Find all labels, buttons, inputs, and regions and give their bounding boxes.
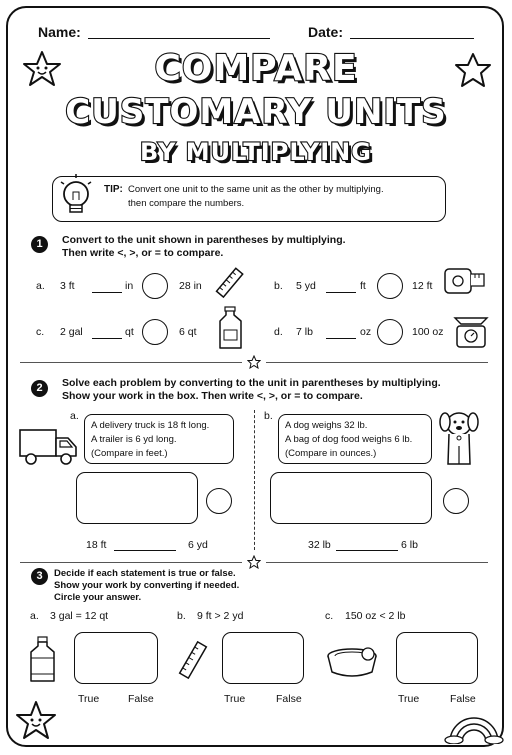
problem-2b-compare-circle[interactable] [443, 488, 469, 514]
section-2-instruction-2: Show your work in the box. Then write <, >, or = to compare. [62, 390, 363, 402]
item-3c-true[interactable]: True [398, 693, 420, 705]
milk-jug-icon [216, 306, 246, 352]
problem-2b-letter: b. [264, 410, 273, 422]
name-field[interactable] [88, 38, 270, 39]
item-3c-statement: 150 oz < 2 lb [345, 610, 406, 622]
item-1c-right: 6 qt [179, 326, 197, 338]
section-divider [20, 562, 242, 563]
kitchen-scale-icon [451, 308, 491, 350]
item-3a-statement: 3 gal = 12 qt [50, 610, 109, 622]
name-label: Name: [38, 24, 81, 40]
problem-2a-line-3: (Compare in feet.) [91, 448, 168, 459]
problem-2a-text-box [84, 414, 234, 464]
section-2-number: 2 [31, 380, 48, 397]
column-divider [254, 410, 255, 550]
problem-2b-line-1: A dog weighs 32 lb. [285, 420, 368, 431]
problem-2b-blank[interactable] [336, 550, 398, 551]
problem-2b-right: 6 lb [401, 539, 418, 551]
item-3c-false[interactable]: False [450, 693, 476, 705]
problem-2a-compare-circle[interactable] [206, 488, 232, 514]
item-1b-left: 5 yd [296, 280, 316, 292]
section-2-instruction-1: Solve each problem by converting to the unit in parentheses by multiplying. [62, 377, 441, 389]
problem-2b-text-box [278, 414, 432, 464]
small-star-icon [247, 555, 261, 569]
item-3a-work-box[interactable] [74, 632, 158, 684]
title-line-3: BY MULTIPLYING [140, 138, 372, 166]
tip-box [52, 176, 446, 222]
item-1a-right: 28 in [179, 280, 202, 292]
item-1c-blank[interactable] [92, 338, 122, 339]
section-3-instruction-2: Show your work by converting if needed. [54, 580, 240, 591]
section-3-instruction-3: Circle your answer. [54, 592, 142, 603]
item-3c-letter: c. [325, 610, 334, 622]
dog-icon [436, 404, 482, 470]
delivery-truck-icon [18, 426, 80, 468]
lightbulb-icon [56, 172, 96, 224]
section-1-number: 1 [31, 236, 48, 253]
item-1a-letter: a. [36, 280, 45, 292]
item-1c-left: 2 gal [60, 326, 83, 338]
item-1b-letter: b. [274, 280, 283, 292]
title-line-1: COMPARE [154, 48, 358, 89]
item-3b-false[interactable]: False [276, 693, 302, 705]
item-1d-letter: d. [274, 326, 283, 338]
problem-2a-left: 18 ft [86, 539, 107, 551]
tip-text-1: Convert one unit to the same unit as the other by multiplying. [128, 184, 384, 195]
item-1a-blank[interactable] [92, 292, 122, 293]
section-3-number: 3 [31, 568, 48, 585]
smiling-star-icon [22, 50, 62, 88]
item-1b-blank[interactable] [326, 292, 356, 293]
problem-2a-right: 6 yd [188, 539, 208, 551]
item-1b-unit: ft [360, 280, 366, 292]
ruler-icon [212, 264, 248, 302]
gallon-jug-icon [28, 636, 58, 684]
problem-2b-left: 32 lb [308, 539, 331, 551]
item-1d-unit: oz [360, 326, 372, 338]
problem-2a-blank[interactable] [114, 550, 176, 551]
problem-2b-line-3: (Compare in ounces.) [285, 448, 377, 459]
item-3a-letter: a. [30, 610, 39, 622]
item-1a-unit: in [125, 280, 134, 292]
problem-2a-work-box[interactable] [76, 472, 198, 524]
problem-2a-line-2: A trailer is 6 yd long. [91, 434, 177, 445]
star-icon [454, 52, 492, 88]
title-line-2: CUSTOMARY UNITS [65, 92, 447, 132]
tip-label: TIP: [104, 184, 123, 195]
item-1a-left: 3 ft [60, 280, 75, 292]
problem-2a-letter: a. [70, 410, 79, 422]
item-1b-compare-circle[interactable] [377, 273, 403, 299]
section-1-instruction-1: Convert to the unit shown in parentheses by multiplying. [62, 234, 346, 246]
small-star-icon [247, 355, 261, 369]
item-3c-work-box[interactable] [396, 632, 478, 684]
item-1c-letter: c. [36, 326, 45, 338]
item-1d-blank[interactable] [326, 338, 356, 339]
item-3a-true[interactable]: True [78, 693, 100, 705]
tip-text-2: then compare the numbers. [128, 198, 245, 209]
item-3b-letter: b. [177, 610, 186, 622]
ruler-icon [178, 636, 208, 684]
item-1c-unit: qt [125, 326, 134, 338]
item-3b-statement: 9 ft > 2 yd [197, 610, 244, 622]
rainbow-icon [444, 704, 504, 744]
item-1c-compare-circle[interactable] [142, 319, 168, 345]
item-3b-true[interactable]: True [224, 693, 246, 705]
problem-2b-work-box[interactable] [270, 472, 432, 524]
section-1-instruction-2: Then write <, >, or = to compare. [62, 247, 224, 259]
item-1d-left: 7 lb [296, 326, 313, 338]
item-1b-right: 12 ft [412, 280, 433, 292]
dog-food-bowl-icon [324, 644, 384, 680]
section-divider [266, 362, 488, 363]
section-divider [20, 362, 242, 363]
date-field[interactable] [350, 38, 474, 39]
item-1a-compare-circle[interactable] [142, 273, 168, 299]
tape-measure-icon [443, 266, 487, 296]
item-3b-work-box[interactable] [222, 632, 304, 684]
problem-2a-line-1: A delivery truck is 18 ft long. [91, 420, 210, 431]
section-divider [266, 562, 488, 563]
smiling-star-icon [14, 700, 58, 742]
item-1d-compare-circle[interactable] [377, 319, 403, 345]
item-3a-false[interactable]: False [128, 693, 154, 705]
item-1d-right: 100 oz [412, 326, 444, 338]
date-label: Date: [308, 24, 344, 40]
problem-2b-line-2: A bag of dog food weighs 6 lb. [285, 434, 413, 445]
section-3-instruction-1: Decide if each statement is true or false. [54, 568, 236, 579]
